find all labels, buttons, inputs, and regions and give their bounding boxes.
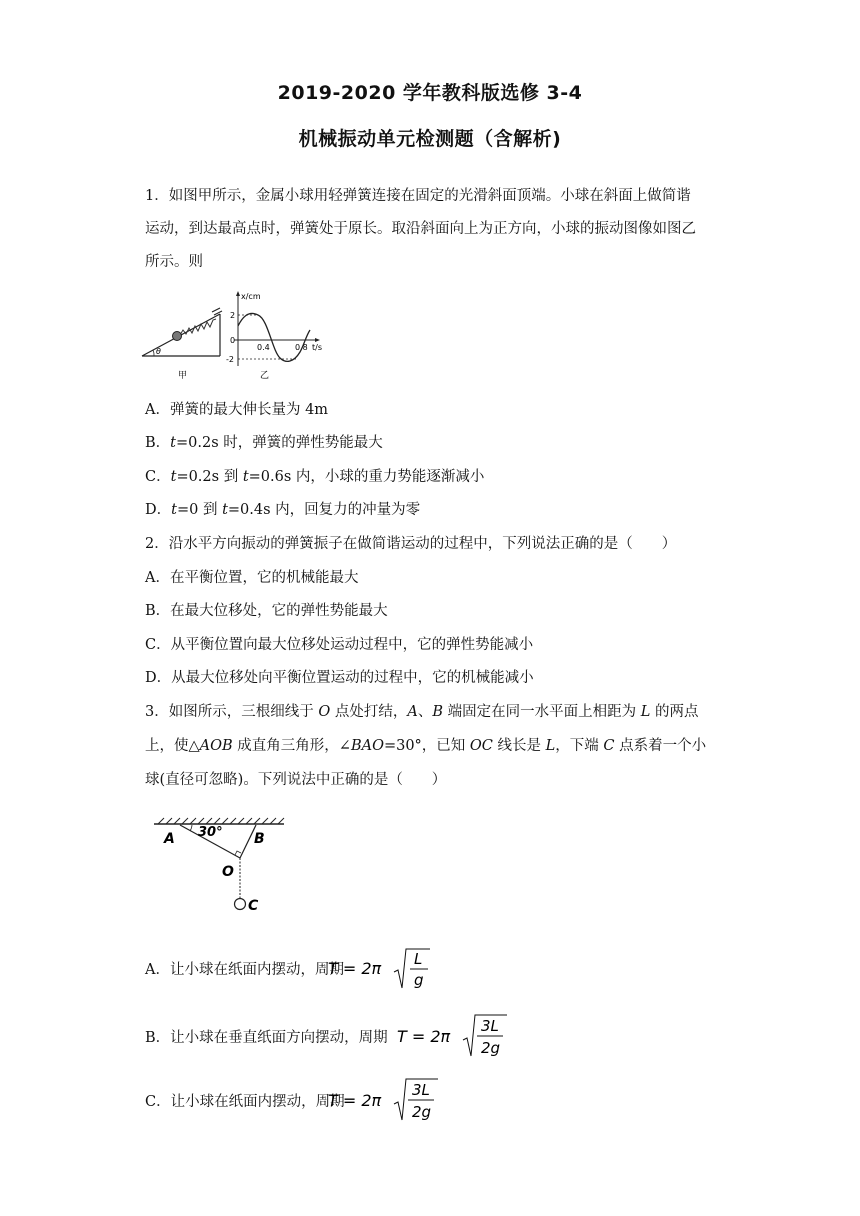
var-t: t — [170, 435, 176, 451]
formula — [328, 1076, 448, 1124]
var-t: t — [171, 502, 177, 518]
formula-den: 2g — [412, 1103, 432, 1121]
var-A: A — [407, 704, 418, 720]
option-prefix: B． — [145, 435, 171, 451]
option-text: A．让小球在纸面内摆动，周期 — [145, 962, 344, 978]
formula-den: 2g — [481, 1039, 501, 1057]
q1-stem-line3: 所示。则 — [145, 254, 203, 270]
var-t: t — [170, 469, 177, 485]
vibration-graph — [226, 291, 322, 381]
q2-option-a: A．在平衡位置，它的机械能最大 — [145, 570, 359, 586]
text: ，下端 — [555, 738, 604, 754]
var-AOB: AOB — [199, 738, 233, 754]
option-text: C．让小球在纸面内摆动，周期 — [145, 1094, 345, 1110]
formula-den: g — [414, 971, 424, 989]
q3-figure — [150, 812, 290, 918]
angle-label: θ — [156, 347, 161, 356]
sine-curve — [238, 313, 310, 361]
y-tick-2: 2 — [230, 311, 236, 320]
caption-yi: 乙 — [260, 371, 270, 381]
formula — [397, 1012, 517, 1060]
text: 点处打结， — [330, 704, 408, 720]
small-ball — [235, 899, 246, 910]
formula-num: L — [414, 950, 423, 968]
option-text: =0.2s 到 — [176, 469, 243, 485]
q2-stem: 2．沿水平方向振动的弹簧振子在做简谐运动的过程中，下列说法正确的是（ ） — [145, 536, 677, 552]
angle-30: 30° — [198, 825, 223, 840]
incline-diagram — [142, 308, 222, 381]
y-tick-0: 0 — [230, 336, 236, 345]
option-prefix: C． — [145, 469, 171, 485]
q1-option-a: A．弹簧的最大伸长量为 4m — [145, 402, 329, 418]
text: 上，使△ — [145, 738, 200, 754]
formula-prefix: T = 2π — [328, 959, 382, 978]
q3-stem-line2 — [145, 736, 706, 756]
option-prefix: D． — [145, 502, 172, 518]
text: 线长是 — [492, 738, 546, 754]
var-t: t — [242, 469, 249, 485]
option-text: =0.2s 时，弹簧的弹性势能最大 — [175, 435, 383, 451]
q1-option-b — [145, 433, 383, 453]
formula-prefix: T = 2π — [397, 1027, 451, 1046]
text: 点系着一个小 — [614, 738, 707, 754]
label-C: C — [248, 898, 259, 914]
var-C: C — [603, 738, 615, 754]
formula-num: 3L — [412, 1081, 430, 1099]
page-title-line1: 2019-2020 学年教科版选修 3-4 — [277, 82, 583, 104]
label-B: B — [254, 831, 265, 847]
label-A: A — [164, 831, 175, 847]
option-text: =0 到 — [176, 502, 223, 518]
x-tick-0.4: 0.4 — [257, 343, 270, 352]
q1-option-c — [145, 467, 484, 487]
caption-jia: 甲 — [178, 371, 188, 381]
spring — [180, 319, 216, 335]
x-axis-label: t/s — [312, 343, 322, 352]
q1-figure — [140, 288, 340, 384]
text: 端固定在同一水平面上相距为 — [442, 704, 641, 720]
ball — [173, 332, 182, 341]
q2-option-d: D．从最大位移处向平衡位置运动的过程中，它的机械能减小 — [145, 670, 534, 686]
q1-stem-line1: 1．如图甲所示，金属小球用轻弹簧连接在固定的光滑斜面顶端。小球在斜面上做简谐 — [145, 188, 691, 204]
var-L: L — [545, 738, 556, 754]
q3-stem-line1 — [145, 702, 698, 722]
ceiling-hatch — [158, 818, 284, 824]
text: 成直角三角形，∠ — [232, 738, 351, 754]
page-title-line2: 机械振动单元检测题（含解析) — [298, 128, 562, 150]
q1-stem-line2: 运动，到达最高点时，弹簧处于原长。取沿斜面向上为正方向，小球的振动图像如图乙 — [145, 221, 696, 237]
text: 3．如图所示，三根细线于 — [145, 704, 319, 720]
q1-option-d — [145, 500, 420, 520]
var-t: t — [222, 502, 228, 518]
formula-num: 3L — [481, 1017, 499, 1035]
label-O: O — [222, 864, 234, 880]
x-tick-0.8: 0.8 — [295, 343, 308, 352]
var-BAO: BAO — [350, 738, 384, 754]
var-OC: OC — [469, 738, 493, 754]
y-tick-neg2: -2 — [226, 355, 234, 364]
q2-option-b: B．在最大位移处，它的弹性势能最大 — [145, 603, 388, 619]
option-text: =0.6s 内，小球的重力势能逐渐减小 — [248, 469, 485, 485]
option-text: B．让小球在垂直纸面方向摆动，周期 — [145, 1030, 388, 1046]
q2-option-c: C．从平衡位置向最大位移处运动过程中，它的弹性势能减小 — [145, 637, 534, 653]
y-axis-label: x/cm — [241, 292, 261, 301]
var-O: O — [318, 704, 331, 720]
text: =30°，已知 — [383, 738, 470, 754]
text: 的两点 — [650, 704, 699, 720]
var-L: L — [640, 704, 651, 720]
formula-prefix: T = 2π — [328, 1091, 382, 1110]
var-B: B — [432, 704, 443, 720]
option-text: =0.4s 内，回复力的冲量为零 — [227, 502, 421, 518]
text: 、 — [417, 704, 433, 720]
q3-stem-line3: 球(直径可忽略)。下列说法中正确的是（ ） — [145, 772, 447, 788]
formula — [328, 946, 438, 992]
